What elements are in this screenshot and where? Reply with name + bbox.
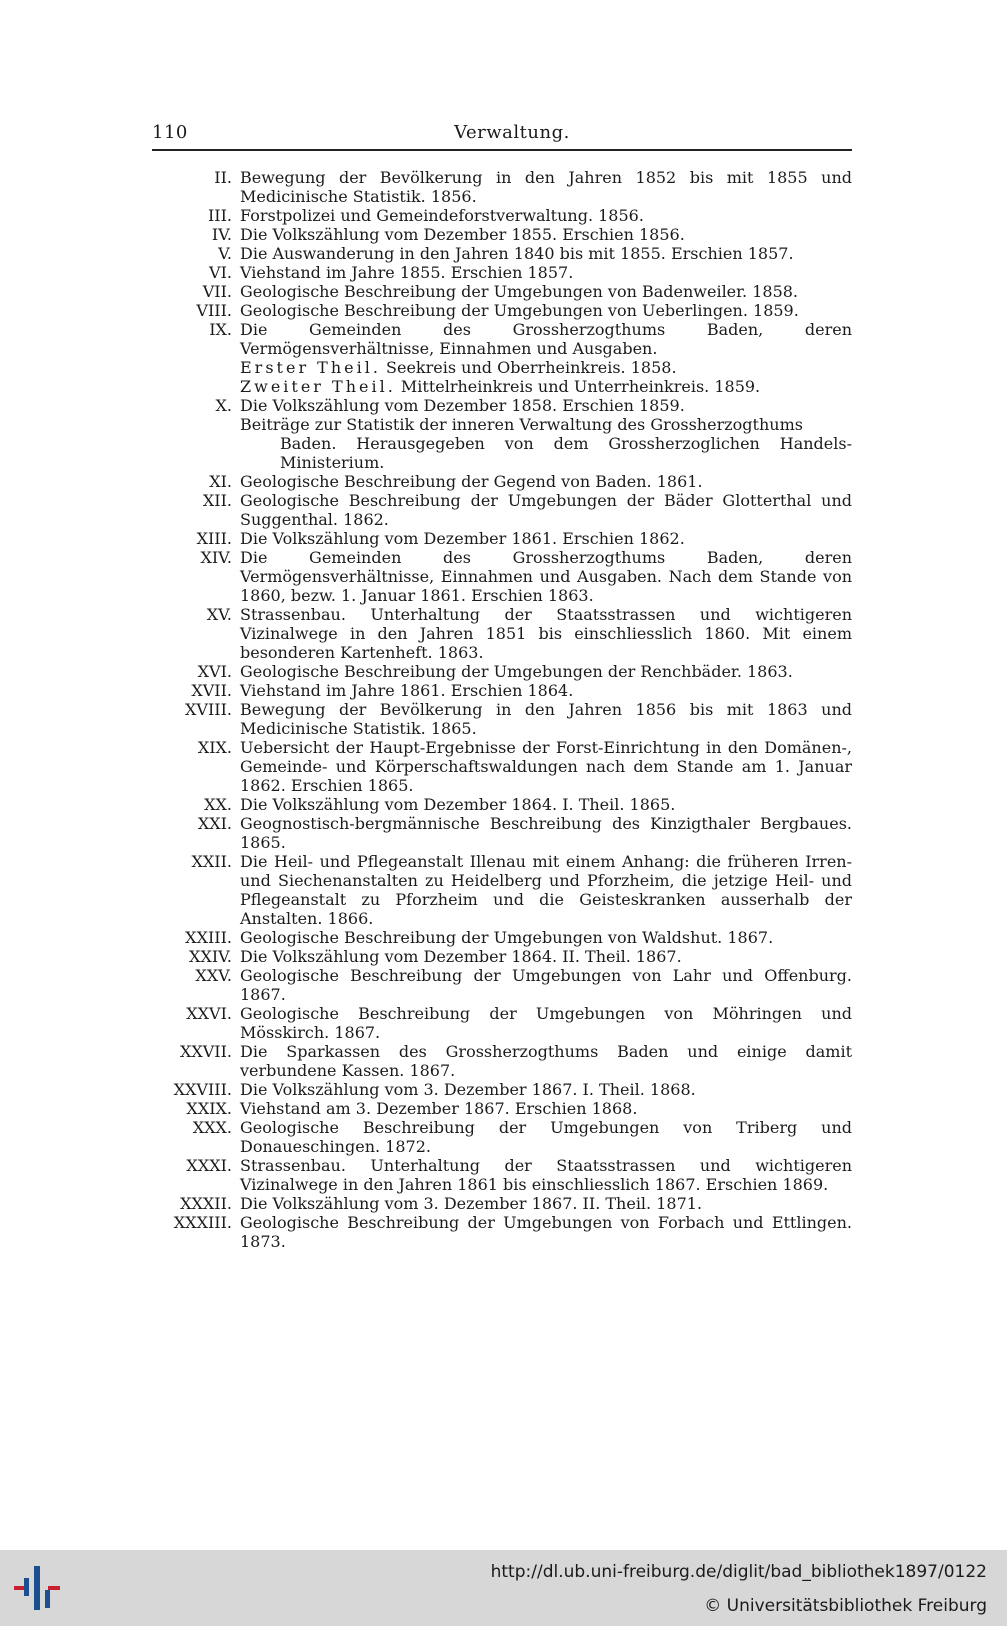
list-item: VII. Geologische Beschreibung der Umgebungen von Badenweiler. 1858. [202,282,799,301]
permalink-link[interactable]: http://dl.ub.uni-freiburg.de/diglit/bad_bibliothek1897/0122 [490,1562,987,1582]
sub-entry: Zweiter Theil. Mittelrheinkreis und Unterrheinkreis. 1859. [240,377,761,396]
list-item: XVII. Viehstand im Jahre 1861. Erschien 1864. [191,681,574,700]
list-item: XIX. Uebersicht der Haupt-Ergebnisse der Forst-Einrichtung in den Domänen-, Gemeinde- und Körperschaftswaldungen nach dem Stande am 1. Januar 1862. Erschien 1865. [197,738,852,795]
list-item: XIV. Die Gemeinden des Grossherzogthums Baden, deren Vermögensverhältnisse, Einnahmen und Ausgaben. Nach dem Stande von 1860, bezw. 1. Januar 1861. Erschien 1863. [200,548,852,605]
list-item: XVI. Geologische Beschreibung der Umgebungen der Renchbäder. 1863. [197,662,793,681]
list-item: XXIV. Die Volkszählung vom Dezember 1864. II. Theil. 1867. [189,947,682,966]
ub-freiburg-logo-icon [10,1560,66,1616]
list-item: XXIII. Geologische Beschreibung der Umgebungen von Waldshut. 1867. [185,928,774,947]
list-item: X. Die Volkszählung vom Dezember 1858. Erschien 1859. [215,396,685,415]
list-item: XII. Geologische Beschreibung der Umgebungen der Bäder Glotterthal und Suggenthal. 1862. [202,491,852,529]
copyright-text: © Universitätsbibliothek Freiburg [704,1596,987,1616]
list-item: III. Forstpolizei und Gemeindeforstverwaltung. 1856. [207,206,644,225]
list-item: XXI. Geognostisch-bergmännische Beschreibung des Kinzigthaler Bergbaues. 1865. [197,814,852,852]
list-item: XVIII. Bewegung der Bevölkerung in den Jahren 1856 bis mit 1863 und Medicinische Statistik. 1865. [185,700,852,738]
list-item: IV. Die Volkszählung vom Dezember 1855. Erschien 1856. [211,225,685,244]
list-item: XX. Die Volkszählung vom Dezember 1864. I. Theil. 1865. [204,795,676,814]
list-item: XXXI. Strassenbau. Unterhaltung der Staatsstrassen und wichtigeren Vizinalwege in den Jahren 1861 bis einschliesslich 1867. Erschien 1869. [186,1156,852,1194]
list-item: XXVII. Die Sparkassen des Grossherzogthums Baden und einige damit verbundene Kassen. 1867. [179,1042,852,1080]
list-item: XXIX. Viehstand am 3. Dezember 1867. Erschien 1868. [186,1099,638,1118]
list-item: XXXII. Die Volkszählung vom 3. Dezember 1867. II. Theil. 1871. [180,1194,703,1213]
list-item: XV. Strassenbau. Unterhaltung der Staatsstrassen und wichtigeren Vizinalwege in den Jahren 1851 bis einschliesslich 1860. Mit einem besonderen Kartenheft. 1863. [206,605,852,662]
list-item: XXVIII. Die Volkszählung vom 3. Dezember 1867. I. Theil. 1868. [173,1080,696,1099]
sub-entry: Erster Theil. Seekreis und Oberrheinkreis. 1858. [240,358,677,377]
publication-list-continued [152,472,852,1251]
list-item: II. Bewegung der Bevölkerung in den Jahren 1852 bis mit 1855 und Medicinische Statistik. 1856. [214,168,852,206]
footer-bar [0,1550,1007,1626]
list-item: IX. Die Gemeinden des Grossherzogthums Baden, deren Vermögensverhältnisse, Einnahmen und Ausgaben. [209,320,852,358]
running-title: Verwaltung. [454,122,570,143]
list-item: VI. Viehstand im Jahre 1855. Erschien 1857. [209,263,574,282]
page-number: 110 [152,122,188,143]
list-item: XXVI. Geologische Beschreibung der Umgebungen von Möhringen und Mösskirch. 1867. [186,1004,852,1042]
list-item: XIII. Die Volkszählung vom Dezember 1861. Erschien 1862. [196,529,685,548]
list-item: XI. Geologische Beschreibung der Gegend von Baden. 1861. [209,472,703,491]
list-item: XXX. Geologische Beschreibung der Umgebungen von Triberg und Donaueschingen. 1872. [192,1118,852,1156]
list-item: XXXIII. Geologische Beschreibung der Umgebungen von Forbach und Ettlingen. 1873. [173,1213,852,1251]
publication-list [152,168,852,1251]
list-item: VIII. Geologische Beschreibung der Umgebungen von Ueberlingen. 1859. [196,301,799,320]
series-note: Beiträge zur Statistik der inneren Verwaltung des Grossherzogthums Baden. Herausgegeben von dem Grossherzoglichen Handels-Ministerium. [240,415,852,472]
list-item: V. Die Auswanderung in den Jahren 1840 bis mit 1855. Erschien 1857. [218,244,794,263]
list-item: XXII. Die Heil- und Pflegeanstalt Illenau mit einem Anhang: die früheren Irren- und Siechenanstalten zu Heidelberg und Pforzheim, die jetzige Heil- und Pflegeanstalt zu Pforzheim und die Geisteskranken ausserhalb der Anstalten. 1866. [191,852,852,928]
header-rule [152,149,852,151]
list-item: XXV. Geologische Beschreibung der Umgebungen von Lahr und Offenburg. 1867. [195,966,852,1004]
page-header [152,120,852,148]
